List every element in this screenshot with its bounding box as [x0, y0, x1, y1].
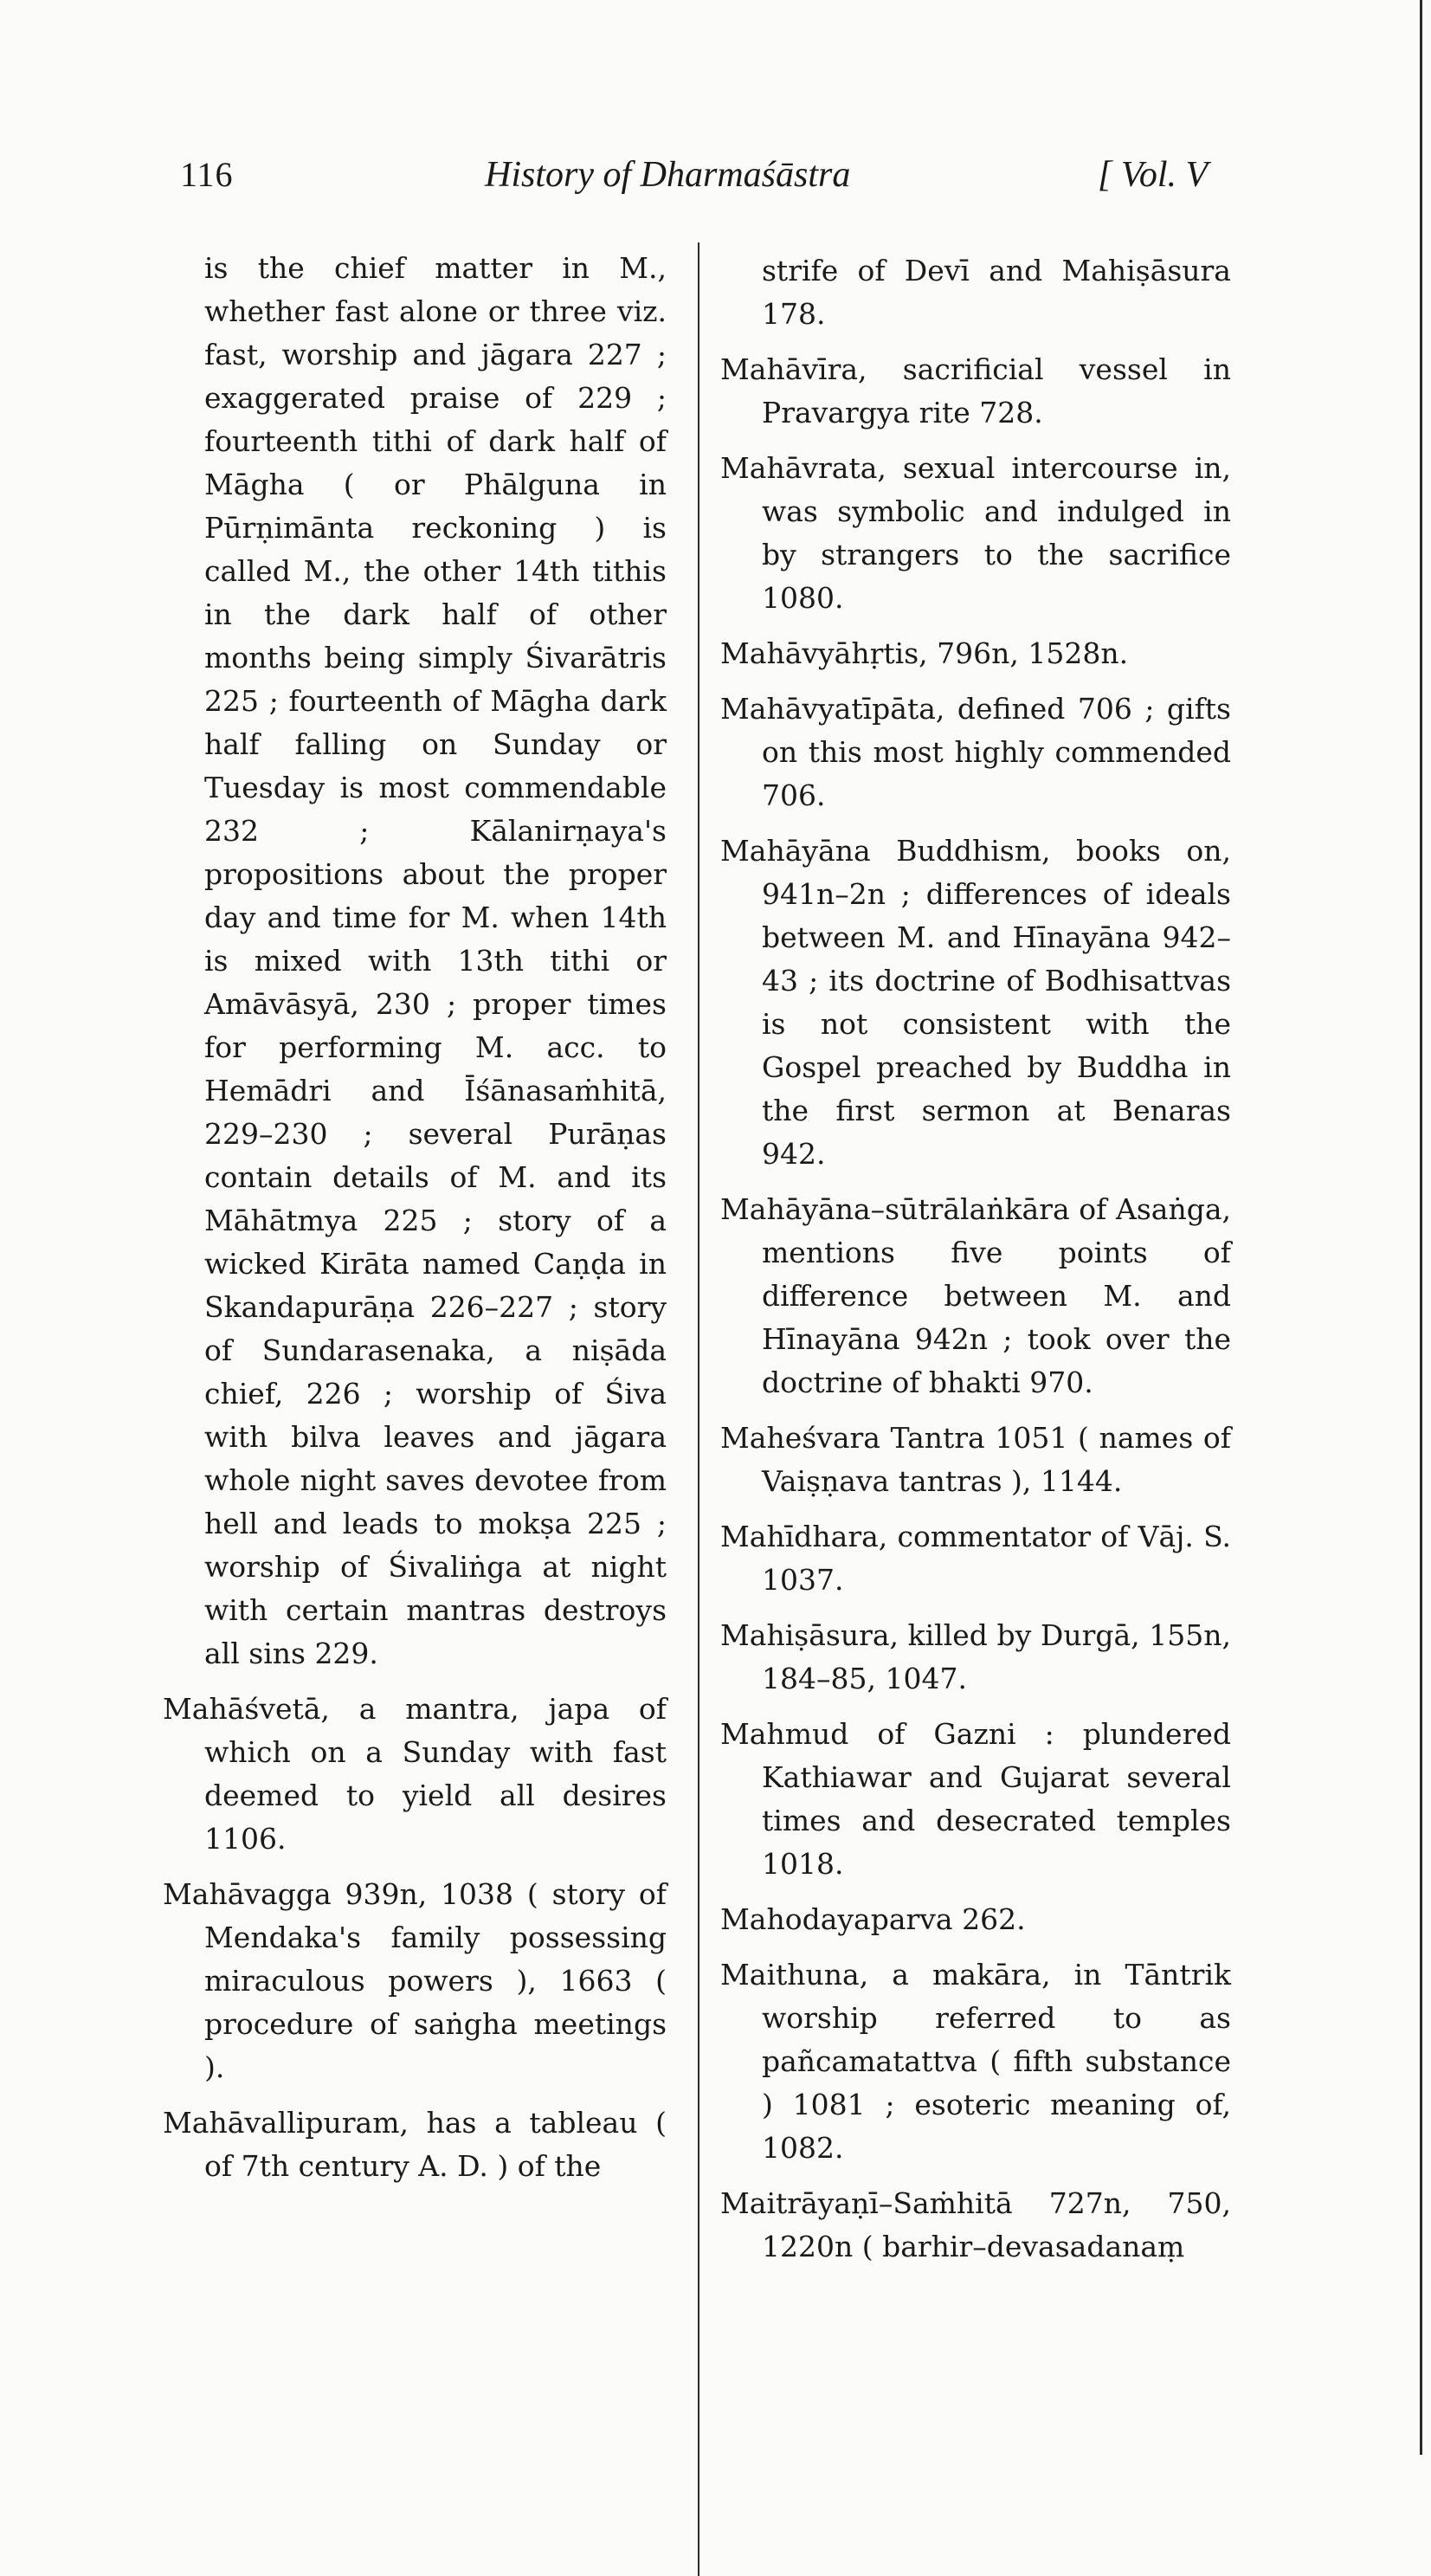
- index-entry: Mahodayaparva 262.: [720, 1902, 1026, 1936]
- volume-label: [ Vol. V: [1098, 155, 1209, 195]
- index-entry: Mahmud of Gazni : plundered Kathiawar and Gujarat several times and desecrated temples 1018.: [720, 1717, 1231, 1881]
- page-number: 116: [180, 155, 234, 194]
- index-entry: Mahīdhara, commentator of Vāj. S. 1037.: [720, 1520, 1231, 1597]
- right-column: [720, 249, 1231, 2281]
- index-entry: Mahāvīra, sacrificial vessel in Pravargya rite 728.: [720, 352, 1231, 429]
- index-entry: Maitrāyaṇī–Saṁhitā 727n, 750, 1220n ( barhir–devasadanaṃ: [720, 2186, 1231, 2263]
- index-entry: Maheśvara Tantra 1051 ( names of Vaiṣṇava tantras ), 1144.: [720, 1421, 1231, 1498]
- column-divider: [698, 242, 699, 2576]
- index-entry: Mahāyāna–sūtrālaṅkāra of Asaṅga, mentions five points of difference between M. and Hīnayāna 942n ; took over the doctrine of bhakti 970.: [720, 1192, 1231, 1399]
- index-entry: Maithuna, a makāra, in Tāntrik worship referred to as pañcamatattva ( fifth substance ) 1081 ; esoteric meaning of, 1082.: [720, 1958, 1231, 2165]
- index-entry: Mahiṣāsura, killed by Durgā, 155n, 184–85, 1047.: [720, 1618, 1231, 1695]
- index-entry: Mahāyāna Buddhism, books on, 941n–2n ; differences of ideals between M. and Hīnayāna 942–43 ; its doctrine of Bodhisattvas is not consistent with the Gospel preached by Buddha in the first sermon at Benaras 942.: [720, 834, 1231, 1171]
- running-title: History of Dharmaśāstra: [485, 155, 851, 195]
- index-entry: Mahāvagga 939n, 1038 ( story of Mendaka's family possessing miraculous powers ), 1663 ( procedure of saṅgha meetings ).: [163, 1877, 667, 2084]
- index-entry: Mahāvyatīpāta, defined 706 ; gifts on this most highly commended 706.: [720, 692, 1231, 812]
- index-entry: is the chief matter in M., whether fast alone or three viz. fast, worship and jāgara 227 ; exaggerated praise of 229 ; fourteenth tithi of dark half of Māgha ( or Phālguna in Pūrṇimānta reckoning ) is called M., the other 14th tithis in the dark half of other months being simply Śivarātris 225 ; fourteenth of Māgha dark half falling on Sunday or Tuesday is most commendable 232 ; Kālanirṇaya's propositions about the proper day and time for M. when 14th is mixed with 13th tithi or Amāvāsyā, 230 ; proper times for performing M. acc. to Hemādri and Īśānasaṁhitā, 229–230 ; several Purāṇas contain details of M. and its Māhātmya 225 ; story of a wicked Kirāta named Caṇḍa in Skandapurāṇa 226–227 ; story of Sundarasenaka, a niṣāda chief, 226 ; worship of Śiva with bilva leaves and jāgara whole night saves devotee from hell and leads to mokṣa 225 ; worship of Śivaliṅga at night with certain mantras destroys all sins 229.: [204, 251, 667, 1670]
- index-entry: Mahāvyāhṛtis, 796n, 1528n.: [720, 636, 1129, 670]
- index-entry: strife of Devī and Mahiṣāsura 178.: [762, 254, 1231, 331]
- index-entry: Mahāvallipuram, has a tableau ( of 7th century A. D. ) of the: [163, 2106, 667, 2183]
- page-edge-line: [1420, 0, 1422, 2455]
- index-entry: Mahāvrata, sexual intercourse in, was symbolic and indulged in by strangers to the sacrifice 1080.: [720, 451, 1231, 615]
- index-entry: Mahāśvetā, a mantra, japa of which on a Sunday with fast deemed to yield all desires 1106.: [163, 1692, 667, 1856]
- left-column: [163, 247, 667, 2200]
